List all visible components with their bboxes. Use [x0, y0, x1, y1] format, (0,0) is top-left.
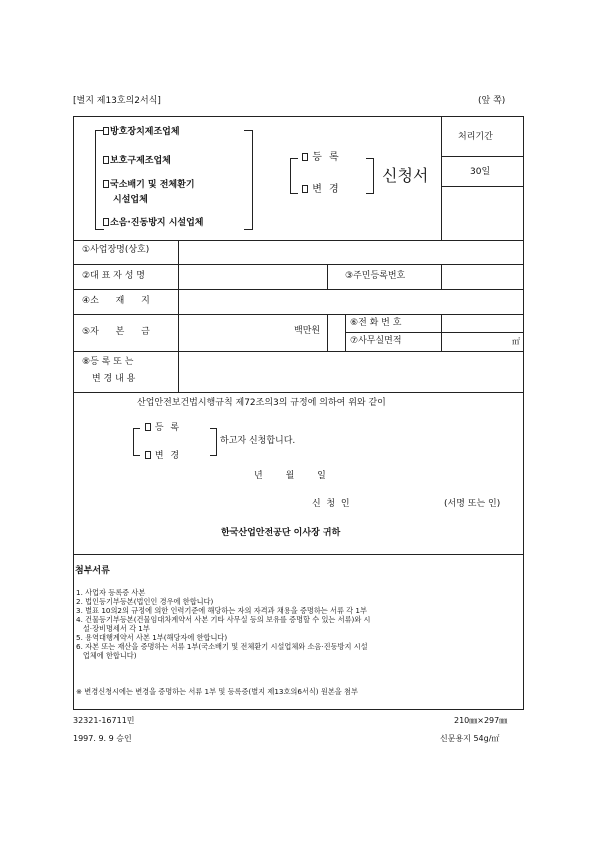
type-option-ventilation-line2: 시설업체 [113, 195, 148, 205]
decl-bracket-left [133, 428, 140, 456]
business-type-bracket-right [244, 130, 253, 230]
applicant-label: 신 청 인 [312, 499, 350, 509]
field-business-name-label: ①사업장명(상호) [82, 245, 150, 255]
declaration-suffix: 하고자 신청합니다. [220, 436, 296, 446]
paper-type: 신문용지 54g/㎡ [440, 734, 500, 743]
attachment-item: 설·장비명세서 각 1부 [76, 624, 150, 633]
field-location-label: ④소 재 지 [82, 296, 150, 306]
addressee: 한국산업안전공단 이사장 귀하 [221, 528, 341, 538]
type-option-ventilation[interactable]: 국소배기 및 전체환기 [103, 180, 195, 190]
attachment-item: 5. 용역대행계약서 사본 1부(해당자에 한합니다) [76, 633, 228, 642]
checkbox-icon [103, 127, 109, 135]
decl-option-register[interactable]: 등 록 [145, 423, 181, 433]
kind-option-change[interactable]: 변 경 [302, 185, 341, 195]
form-title: 신청서 [382, 166, 429, 185]
type-option-noise-vibration[interactable]: 소음·진동방지 시설업체 [103, 218, 204, 228]
application-date: 년 월 일 [254, 471, 326, 481]
form-reference: [별지 제13호의2서식] [73, 96, 161, 106]
field-content-label: ⑧등 록 또 는 [82, 357, 134, 367]
checkbox-icon [103, 156, 109, 164]
attachment-item: 2. 법인등기부등본(법인인 경우에 한합니다) [76, 597, 214, 606]
field-representative-label: ②대 표 자 성 명 [82, 271, 145, 281]
change-content-input[interactable] [180, 353, 522, 391]
location-input[interactable] [180, 291, 522, 313]
declaration-text: 산업안전보건법시행규칙 제72조의3의 규정에 의하여 위와 같이 [137, 398, 386, 408]
type-option-protective-gear[interactable]: 보호구제조업체 [103, 156, 171, 166]
attachments-heading: 첨부서류 [75, 566, 110, 576]
field-phone-label: ⑥전 화 번 호 [350, 318, 402, 328]
processing-period-value: 30일 [470, 167, 491, 177]
signature-label: (서명 또는 인) [444, 499, 501, 509]
checkbox-icon [103, 218, 109, 226]
field-capital-label: ⑤자 본 금 [82, 327, 150, 337]
field-office-area-label: ⑦사무실면적 [350, 336, 402, 346]
kind-bracket-left [290, 158, 298, 194]
business-name-input[interactable] [180, 242, 522, 263]
paper-size: 210㎜×297㎜ [454, 716, 508, 725]
office-area-unit: ㎡ [512, 337, 520, 346]
field-resident-number-label: ③주민등록번호 [345, 271, 406, 281]
form-code: 32321-16711민 [73, 716, 135, 725]
kind-option-register[interactable]: 등 록 [302, 153, 341, 163]
checkbox-icon [103, 180, 109, 188]
attachment-item: 4. 건물등기부등본(건물임대차계약서 사본 기타 사무실 등의 보유를 증명할 수 있는 서류)와 시 [76, 615, 371, 624]
attachment-item: 업체에 한합니다) [76, 651, 137, 660]
attachments-note: ※ 변경신청시에는 변경을 증명하는 서류 1부 및 등록증(별지 제13호의6서식) 원본을 첨부 [76, 687, 358, 696]
page-side-label: (앞 쪽) [478, 96, 506, 106]
attachments-list [76, 588, 371, 660]
approval-date: 1997. 9. 9 승인 [73, 734, 132, 743]
attachment-item: 6. 자본 또는 재산을 증명하는 서류 1부(국소배기 및 전체환기 시설업체와 소음·진동방지 시설 [76, 642, 368, 651]
office-area-input[interactable] [443, 334, 522, 350]
checkbox-icon [145, 451, 151, 459]
representative-input[interactable] [180, 266, 326, 288]
capital-unit: 백만원 [294, 326, 321, 336]
checkbox-icon [302, 153, 308, 161]
phone-input[interactable] [443, 316, 522, 331]
field-content-label-line2: 변 경 내 용 [92, 374, 136, 384]
checkbox-icon [145, 423, 151, 431]
decl-option-change[interactable]: 변 경 [145, 451, 181, 461]
type-option-safety-device[interactable]: 방호장치제조업체 [103, 127, 180, 137]
checkbox-icon [302, 185, 308, 193]
kind-bracket-right [366, 158, 374, 194]
attachment-item: 3. 별표 10의2의 규정에 의한 인력기준에 해당하는 자의 자격과 채용을 증명하는 서류 각 1부 [76, 606, 367, 615]
processing-period-label: 처리기간 [458, 132, 493, 142]
decl-bracket-right [210, 428, 217, 456]
resident-number-input[interactable] [443, 266, 522, 288]
attachment-item: 1. 사업자 등록증 사본 [76, 588, 146, 597]
